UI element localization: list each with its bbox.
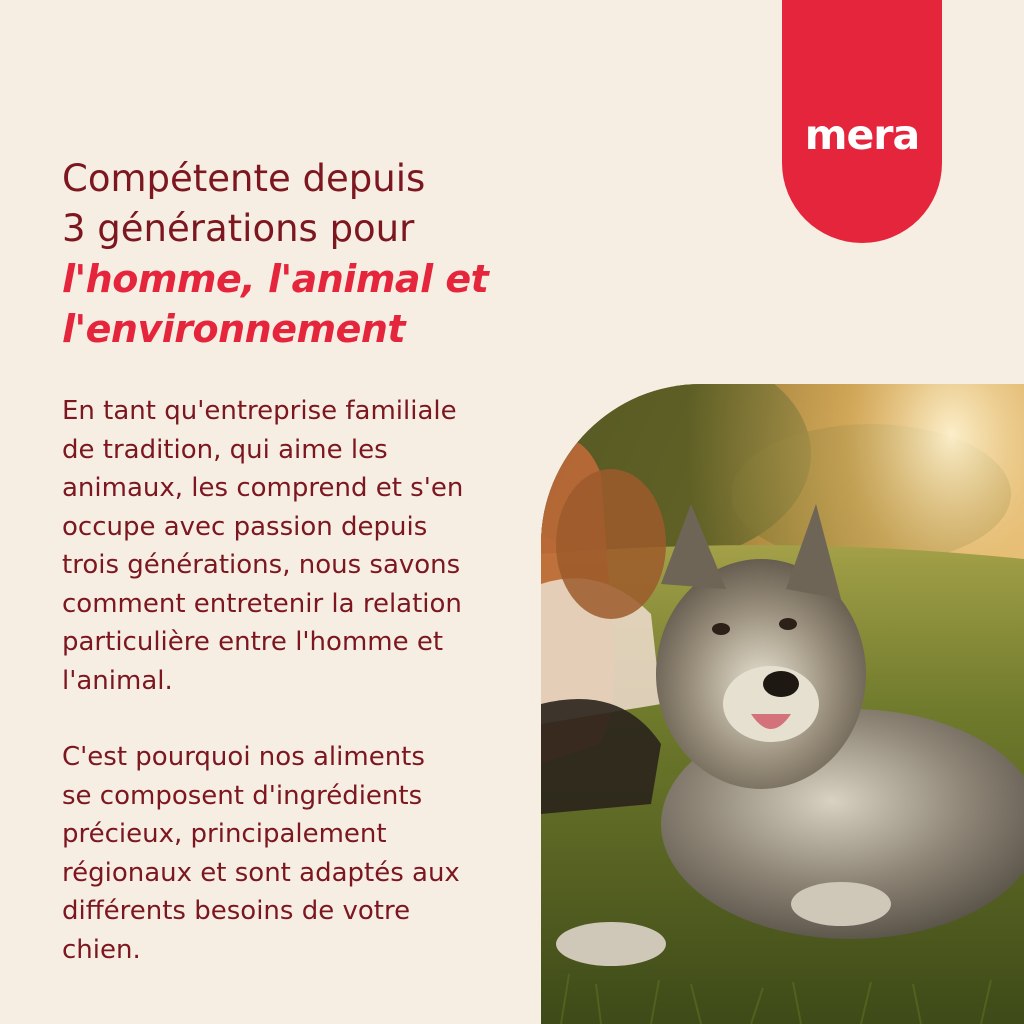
- headline-line-2: 3 générations pour: [62, 207, 415, 250]
- headline-line-1: Compétente depuis: [62, 157, 426, 200]
- dog-photo: [541, 384, 1024, 1024]
- body-paragraph-2: C'est pourquoi nos aliments se composent d'ingrédients précieux, principalement régionaux et sont adaptés aux différents besoins de votre chien.: [62, 742, 460, 965]
- headline-accent-line-1: l'homme, l'animal et: [62, 257, 489, 301]
- headline: [62, 154, 622, 354]
- dog-photo-illustration: [541, 384, 1024, 1024]
- body-paragraph-1: En tant qu'entreprise familiale de tradition, qui aime les animaux, les comprend et s'en occupe avec passion depuis trois générations, nous savons comment entretenir la relation particulière entre l'homme et l'animal.: [62, 396, 464, 696]
- body-text: [62, 392, 532, 969]
- mera-logo: mera: [804, 111, 920, 159]
- brand-tab: [782, 0, 942, 243]
- headline-accent-line-2: l'environnement: [62, 307, 406, 351]
